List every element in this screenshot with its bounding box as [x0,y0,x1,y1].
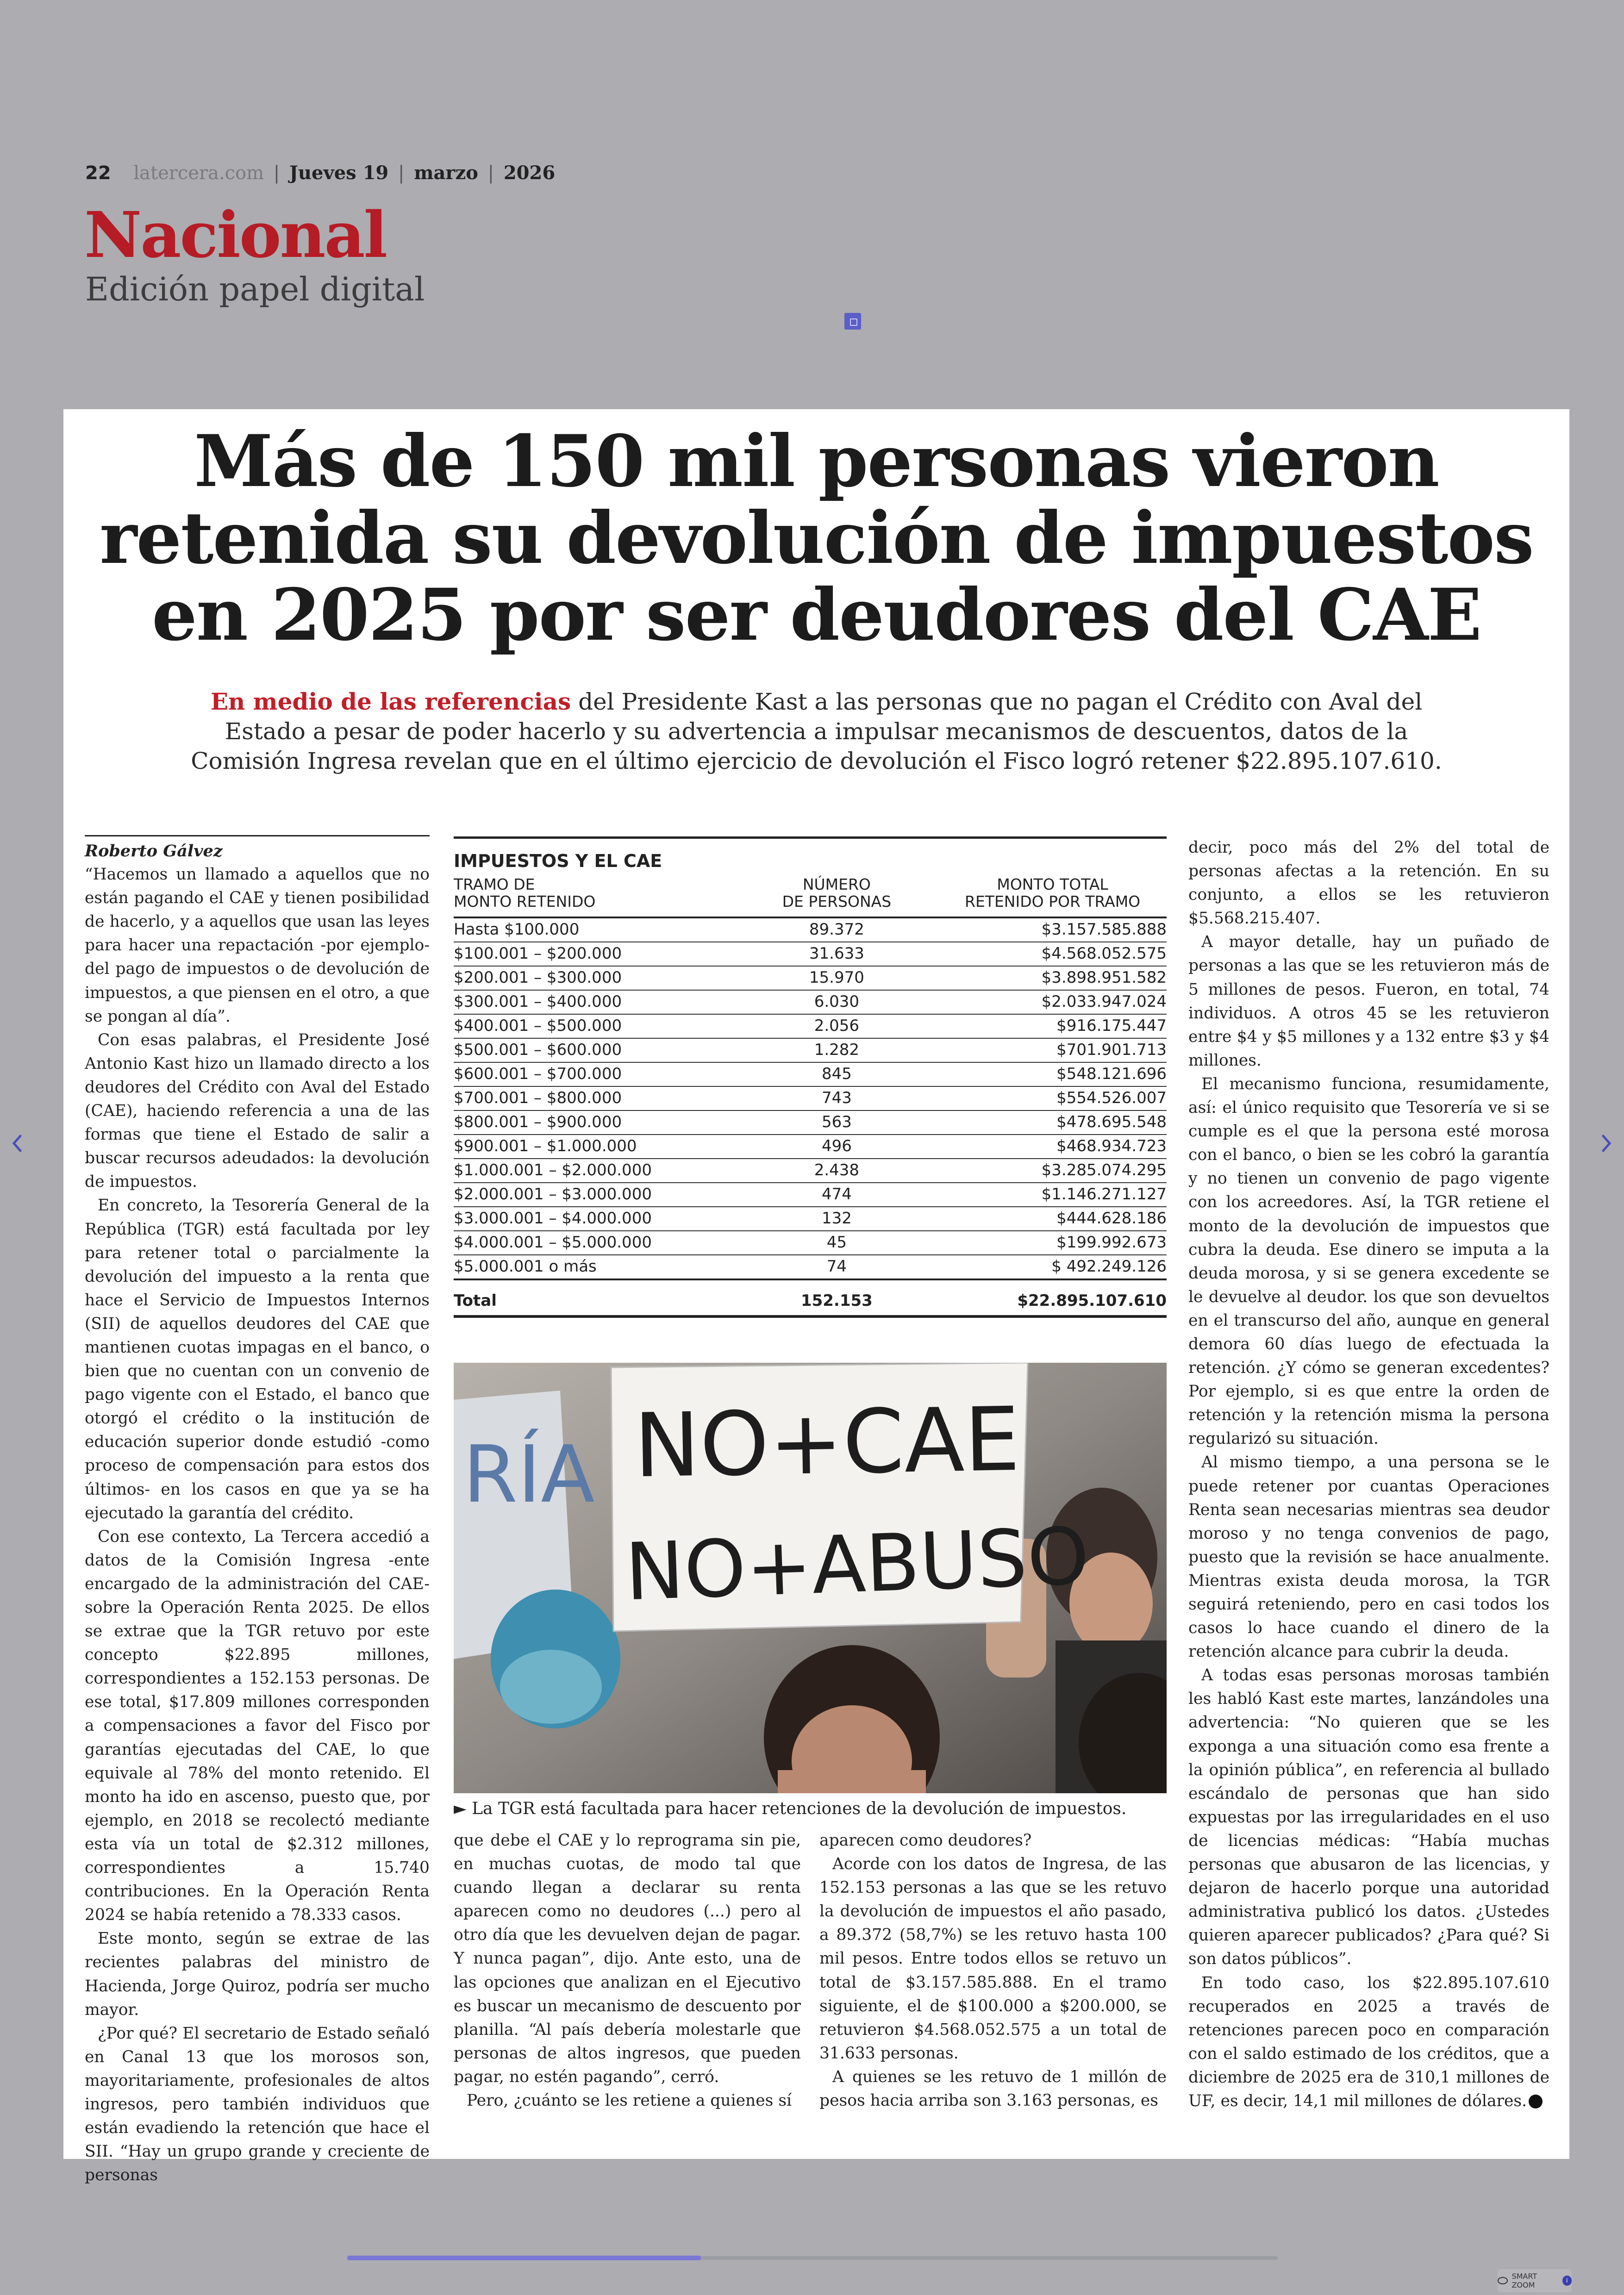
table-row: $500.001 – $600.000 1.282 $701.901.713 [454,1038,1167,1062]
table-row: $100.001 – $200.000 31.633 $4.568.052.575 [454,942,1167,966]
page-scrollbar-thumb[interactable] [347,2256,701,2260]
caption-text: La TGR está facultada para hacer retenciones de la devolución de impuestos. [472,1799,1127,1818]
newspaper-page[interactable] [63,409,1569,2185]
paragraph: aparecen como deudores? [819,1831,1032,1850]
article-column-2 [454,1829,801,2113]
protest-photo-illustration [454,1363,1167,1793]
paragraph: ¿Por qué? El secretario de Estado señaló en Canal 13 que los morosos son, mayoritariamente, profesionales de altos ingresos, pero también individuos que están evadiendo la retención que hace el SII. “Hay un grupo grande y creciente de personas [85,2024,430,2185]
paragraph: El mecanismo funciona, resumidamente, así: el único requisito que Tesorería ve si se cumple es el que la persona esté morosa con el banco, o bien se les cobró la garantía y no tienen un convenio de pago vigente con los acreedores. Así, la TGR retiene el monto de la devolución de impuestos que cubra la deuda. Ese dinero se imputa a la deuda morosa, y si se genera excedente se le devuelve al deudor. los que son devueltos en el transcurso del año, aunque en general demora 60 días luego de efectuada la retención. ¿Y cómo se generan excedentes? Por ejemplo, si es que entre la orden de retención y la retención misma la persona regularizó su situación. [1188,1074,1549,1448]
smart-zoom-button[interactable] [1498,2269,1572,2292]
headline [63,419,1569,657]
table-row: $800.001 – $900.000 563 $478.695.548 [454,1110,1167,1135]
protest-photo [454,1363,1167,1793]
photo-caption [454,1799,1167,1819]
issue-year: 2026 [503,162,556,184]
column-header: TRAMO DE MONTO RETENIDO [454,871,768,917]
chevron-left-icon[interactable] [10,1129,24,1157]
table-row: $900.001 – $1.000.000 496 $468.934.723 [454,1135,1167,1159]
standfirst [184,687,1449,776]
headline-line: Más de 150 mil personas vieron [194,419,1439,503]
headline-line: en 2025 por ser deudores del CAE [151,573,1481,657]
page-header: 22 latercera.com | Jueves 19 | marzo | 2026 [85,162,556,184]
issue-day: Jueves 19 [289,162,389,184]
table-row: $5.000.001 o más 74 $ 492.249.126 [454,1255,1167,1279]
paragraph: “Hacemos un llamado a aquellos que no están pagando el CAE y tienen posibilidad de hacerlo, y a aquellos que usan las leyes para hacer una repactación -por ejemplo- del pago de impuestos o de devolución de impuestos, a que piensen en el otro, a que se pongan al día”. [85,865,430,1026]
paragraph: Acorde con los datos de Ingresa, de las 152.153 personas a las que se les retuvo la devolución de impuestos el año pasado, a 89.372 (58,7%) se les retuvo hasta 100 mil pesos. Entre todos ellos se retuvo un total de $3.157.585.888. En el tramo siguiente, el de $100.000 a $200.000, se retuvieron $4.568.052.575 a un total de 31.633 personas. [819,1855,1167,2063]
paragraph: A quienes se les retuvo de 1 millón de pesos hacia arriba son 3.163 personas, es [819,2067,1167,2110]
standfirst-text: del Presidente Kast a las personas que no pagan el Crédito con Aval del Estado a pesar de poder hacerlo y su advertencia a impulsar mecanismos de descuentos, datos de la Comisión Ingresa revelan que en el último ejercicio de devolución el Fisco logró retener $22.895.107.610. [191,688,1442,774]
table-row: $600.001 – $700.000 845 $548.121.696 [454,1062,1167,1086]
standfirst-lead: En medio de las referencias [210,688,571,715]
end-mark-icon [1529,2095,1543,2108]
paragraph: En concreto, la Tesorería General de la República (TGR) está facultada por ley para retener total o parcialmente la devolución del impuesto a la renta que hace el Servicio de Impuestos Internos (SII) de aquellos deudores del CAE que mantienen cuotas impagas en el banco, o bien que no cuentan con un convenio de pago vigente con el Estado, el banco que otorgó el crédito o la institución de educación superior donde estudió -como proceso de compensación para estos dos últimos- en los casos en que ya se ha ejecutado la garantía del crédito. [85,1196,430,1522]
table-row: Hasta $100.000 89.372 $3.157.585.888 [454,917,1167,942]
column-header: NÚMERO DE PERSONAS [768,871,939,917]
site-name: latercera.com [133,162,264,184]
paragraph: Al mismo tiempo, a una persona se le puede retener por cuantas Operaciones Renta sean necesarias mientras sea deudor moroso y no tenga convenios de pago, puesto que la revisión se hace anualmente. Mientras exista deuda morosa, la TGR seguirá reteniendo, pero en casi todos los casos lo hace cuando el dinero de la retención alcance para cubrir la deuda. [1188,1453,1549,1661]
table-row: $300.001 – $400.000 6.030 $2.033.947.024 [454,990,1167,1014]
smart-zoom-label: SMART ZOOM [1512,2272,1537,2289]
paragraph: decir, poco más del 2% del total de personas afectas a la retención. En su conjunto, a ellos se les retuvieron $5.568.215.407. [1188,838,1549,928]
retention-table [454,871,1167,1318]
paragraph: Este monto, según se extrae de las recientes palabras del ministro de Hacienda, Jorge Quiroz, podría ser mucho mayor. [85,1929,430,2019]
headline-line: retenida su devolución de impuestos [100,496,1533,580]
edition-label: Edición papel digital [85,270,425,308]
paragraph-last: En todo caso, los $22.895.107.610 recuperados en 2025 a través de retenciones parecen poco en comparación con el saldo estimado de los créditos, que a diciembre de 2025 era de 310,1 millones de UF, es decir, 14,1 mil millones de dólares. [1188,1973,1549,2110]
data-table [454,836,1167,1318]
sign-line-2: NO+ABUSO [624,1510,1091,1619]
paragraph: Con ese contexto, La Tercera accedió a datos de la Comisión Ingresa -ente encargado de la administración del CAE- sobre la Operación Renta 2025. De ellos se extrae que la TGR retuvo por este concepto $22.895 millones, correspondientes a 152.153 personas. De ese total, $17.809 millones corresponden a compensaciones a favor del Fisco por garantías ejecutadas del CAE, lo que equivale al 78% del monto retenido. El monto ha ido en ascenso, puesto que, por ejemplo, en 2018 se recolectó mediante esta vía un total de $2.312 millones, correspondientes a 15.740 contribuciones. En la Operación Renta 2024 se había retenido a 78.333 casos. [85,1527,430,1925]
paragraph: A mayor detalle, hay un puñado de personas a las que se les retuvieron más de 5 millones de pesos. Fueron, en total, 74 individuos. A otros 45 se les retuvieron entre $4 y $5 millones y a 132 entre $3 y $4 millones. [1188,933,1549,1070]
caption-marker: ► [454,1799,472,1818]
paragraph: que debe el CAE y lo reprograma sin pie, en muchas cuotas, de modo tal que cuando llegan a declarar su renta aparecen como no deudores (...) pero al otro día que les devuelven dejan de pagar. Y nunca pagan”, dijo. Ante esto, una de las opciones que analizan en el Ejecutivo es buscar un mecanismo de descuento por planilla. “Al país debería molestarle que personas de altos ingresos, que pueden pagar, no estén pagando”, cerró. [454,1831,801,2086]
paragraph: Pero, ¿cuánto se les retiene a quienes sí [467,2091,792,2110]
table-row: $700.001 – $800.000 743 $554.526.007 [454,1086,1167,1110]
byline: Roberto Gálvez [85,835,430,863]
table-row: $3.000.001 – $4.000.000 132 $444.628.186 [454,1207,1167,1231]
table-row: $4.000.001 – $5.000.000 45 $199.992.673 [454,1231,1167,1255]
eye-icon [1498,2277,1508,2284]
table-row: $200.001 – $300.000 15.970 $3.898.951.582 [454,966,1167,990]
table-row: $400.001 – $500.000 2.056 $916.175.447 [454,1014,1167,1038]
table-row: $1.000.001 – $2.000.000 2.438 $3.285.074.295 [454,1159,1167,1183]
section-title: Nacional [84,198,387,272]
table-total-row: Total 152.153 $22.895.107.610 [454,1279,1167,1316]
table-row: $2.000.001 – $3.000.000 474 $1.146.271.127 [454,1183,1167,1207]
issue-month: marzo [414,162,478,184]
zoom-region-icon[interactable] [844,313,861,330]
table-title: IMPUESTOS Y EL CAE [454,836,1167,871]
column-header: MONTO TOTAL RETENIDO POR TRAMO [938,871,1167,917]
chevron-right-icon[interactable] [1599,1129,1613,1157]
paragraph: Con esas palabras, el Presidente José Antonio Kast hizo un llamado directo a los deudores del Crédito con Aval del Estado (CAE), haciendo referencia a una de las formas que tiene el Estado de salir a buscar recursos adeudados: la devolución de impuestos. [85,1030,430,1191]
paragraph: A todas esas personas morosas también les habló Kast este martes, lanzándoles una advertencia: “No quieren que se les exponga a una situación como esa frente a la opinión pública”, en referencia al bullado escándalo de personas que han sido expuestas por las irregularidades en el uso de licencias médicas: “Había muchas personas que abusaron de las licencias, y dejaron de hacerlo porque una autoridad administrativa publicó los datos. ¿Ustedes quieren aparecer publicados? ¿Para qué? Si son datos públicos”. [1188,1666,1549,1969]
sign-line-1: NO+CAE [633,1388,1021,1497]
info-badge: i [1562,2276,1572,2286]
banner-text: RÍA [463,1429,595,1521]
page-number: 22 [85,162,111,184]
article-column-4 [1188,836,1549,2113]
article-column-1 [85,835,430,2187]
article-column-3 [819,1829,1167,2113]
